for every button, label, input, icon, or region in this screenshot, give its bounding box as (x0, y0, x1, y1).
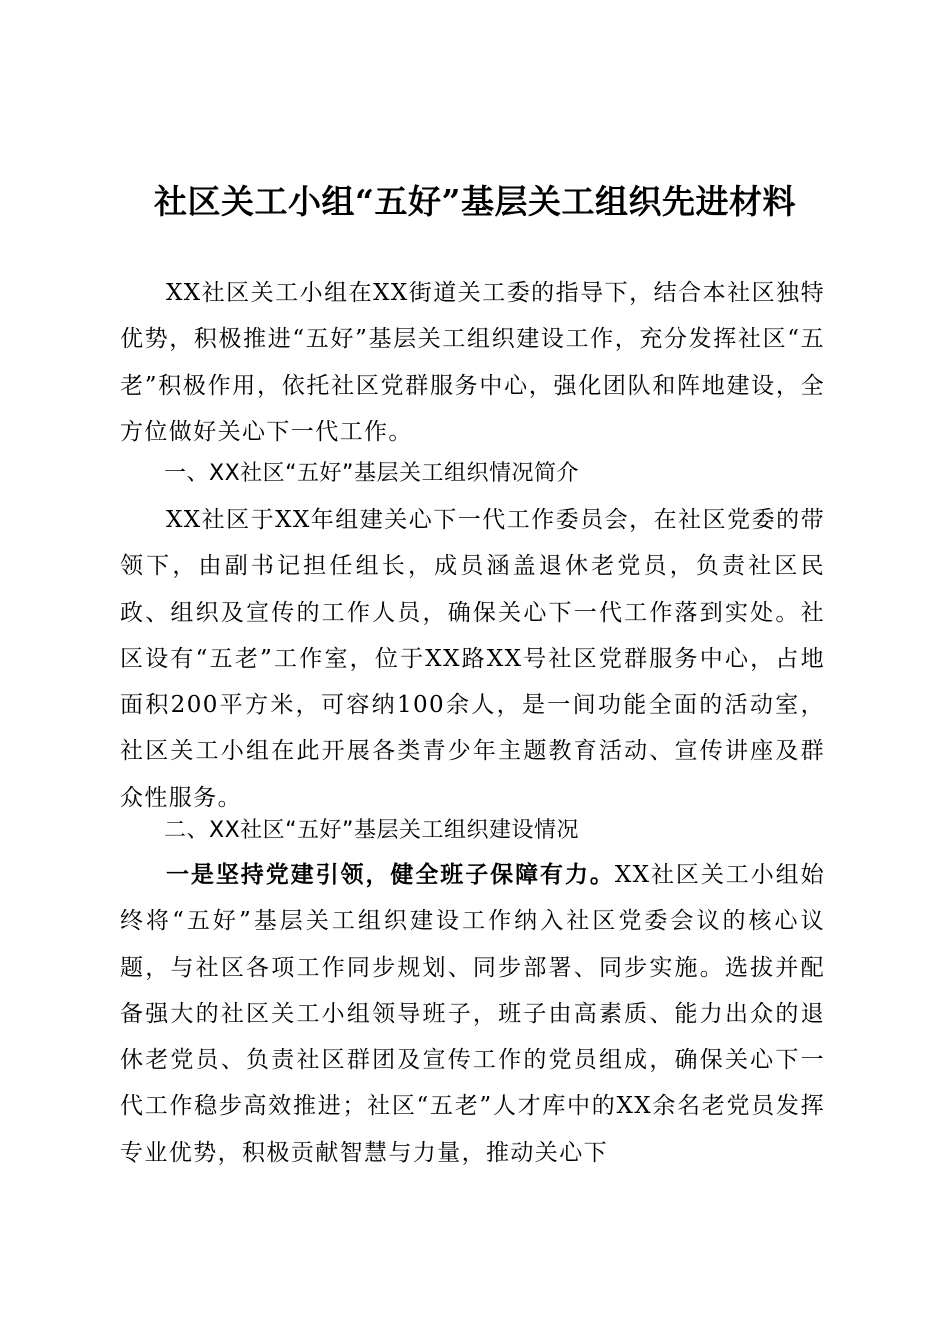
section-1-heading-text: 一、XX社区“五好”基层关工组织情况简介 (164, 461, 579, 486)
intro-paragraph (120, 270, 825, 455)
section-1-heading (120, 451, 825, 497)
section-2-paragraph (120, 852, 825, 1176)
section-2-lead: 一是坚持党建引领，健全班子保障有力。 (166, 861, 615, 888)
section-1-text: XX社区于XX年组建关心下一代工作委员会，在社区党委的带领下，由副书记担任组长，成员涵盖退休老党员，负责社区民政、组织及宣传的工作人员，确保关心下一代工作落到实处。社区设有“五老”工作室，位于XX路XX号社区党群服务中心，占地面积200平方米，可容纳100余人，是一间功能全面的活动室，社区关工小组在此开展各类青少年主题教育活动、宣传讲座及群众性服务。 (120, 507, 825, 811)
section-2-body (120, 852, 825, 1176)
document-title: 社区关工小组“五好”基层关工组织先进材料 (154, 182, 796, 221)
section-2-heading (120, 808, 825, 854)
intro-text: XX社区关工小组在XX街道关工委的指导下，结合本社区独特优势，积极推进“五好”基层关工组织建设工作，充分发挥社区“五老”积极作用，依托社区党群服务中心，强化团队和阵地建设，全方位做好关心下一代工作。 (120, 280, 825, 445)
section-2-text: XX社区关工小组始终将“五好”基层关工组织建设工作纳入社区党委会议的核心议题，与社区各项工作同步规划、同步部署、同步实施。选拔并配备强大的社区关工小组领导班子，班子由高素质、能力出众的退休老党员、负责社区群团及宣传工作的党员组成，确保关心下一代工作稳步高效推进；社区“五老”人才库中的XX余名老党员发挥专业优势，积极贡献智慧与力量，推动关心下 (120, 862, 825, 1166)
section-1-paragraph (120, 497, 825, 821)
section-2-heading-text: 二、XX社区“五好”基层关工组织建设情况 (164, 818, 579, 843)
